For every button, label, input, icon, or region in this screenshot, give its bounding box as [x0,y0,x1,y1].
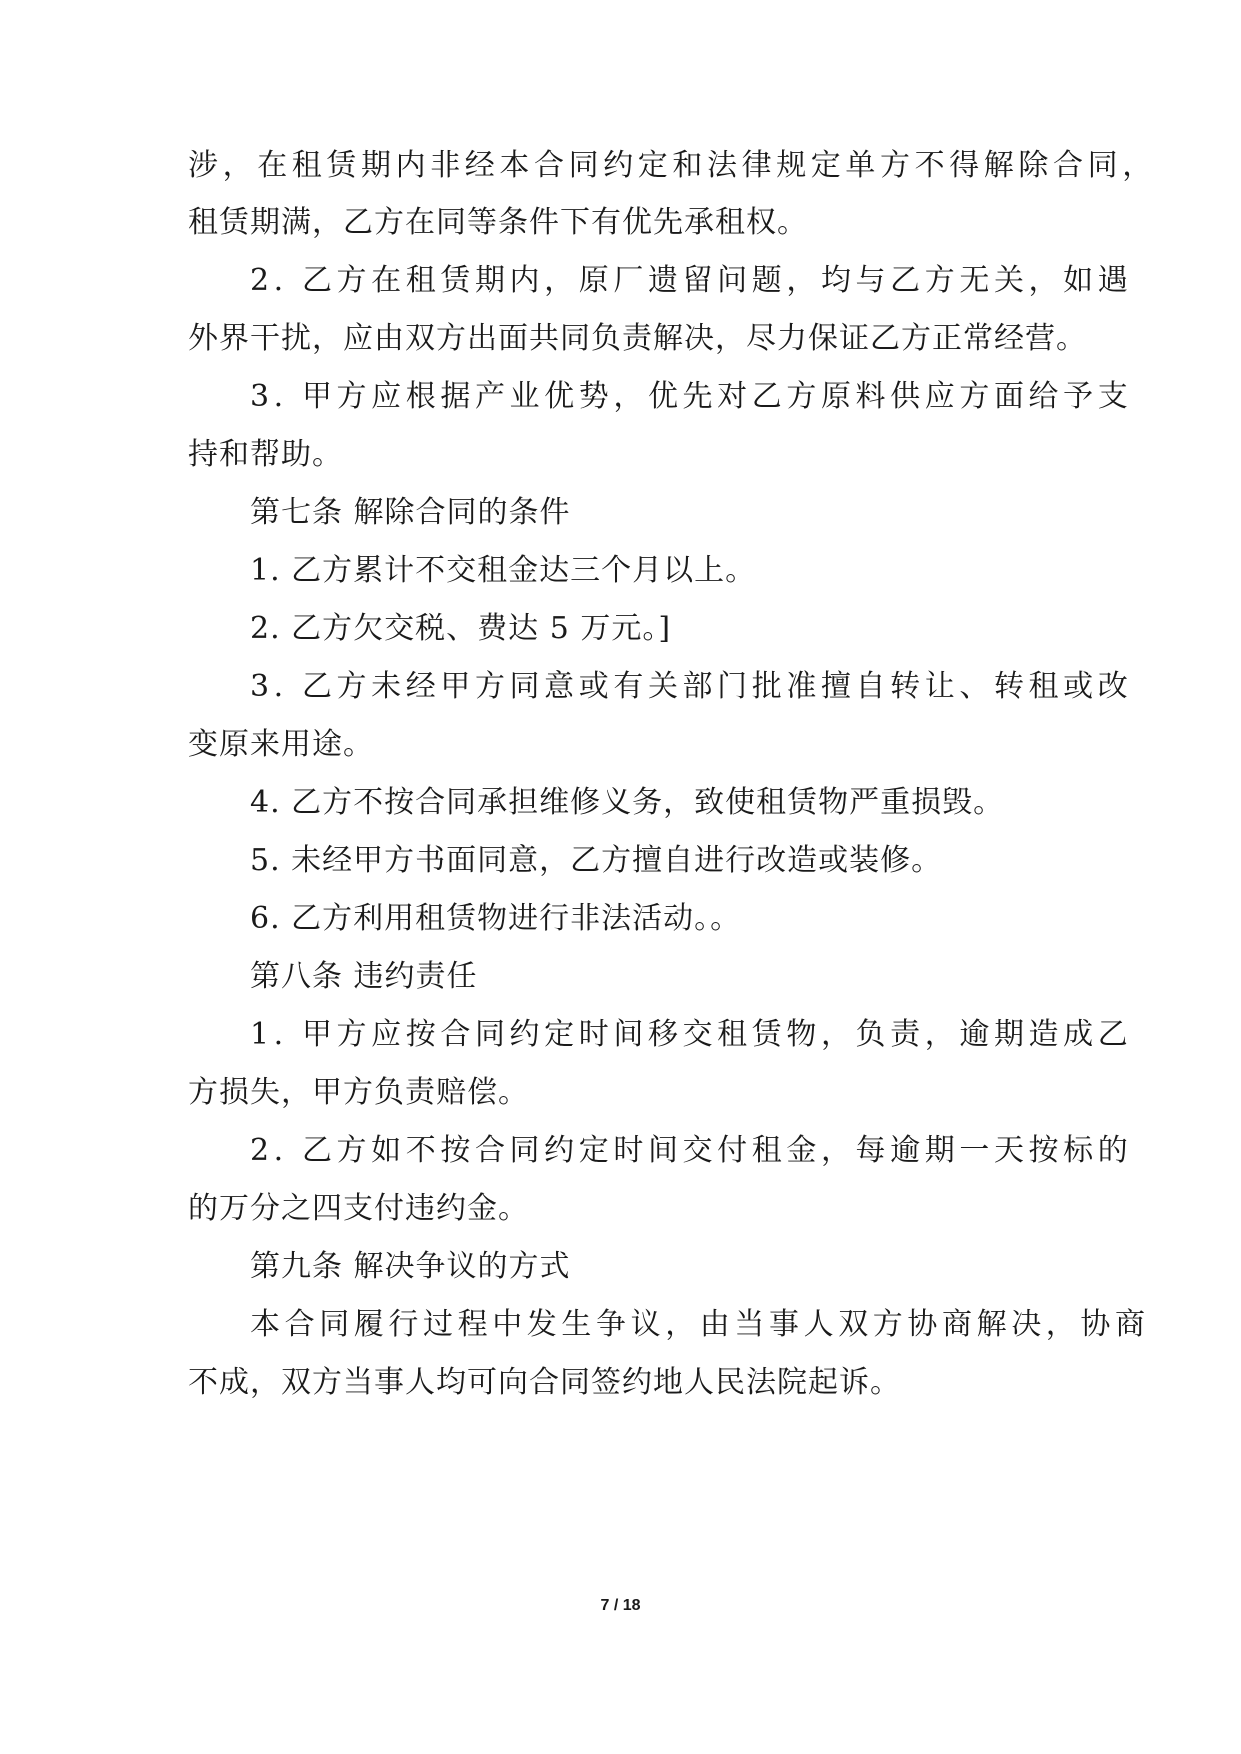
text-line: 涉，在租赁期内非经本合同约定和法律规定单方不得解除合同， [188,148,1157,183]
text-line: 持和帮助。 [188,437,343,472]
text-line: 租赁期满，乙方在同等条件下有优先承租权。 [188,205,808,240]
list-item: 3. 乙方未经甲方同意或有关部门批准擅自转让、转租或改 [250,669,1133,704]
section-heading: 第八条 违约责任 [250,959,478,994]
text-line: 本合同履行过程中发生争议，由当事人双方协商解决，协商 [250,1307,1150,1342]
section-heading: 第九条 解决争议的方式 [250,1249,571,1284]
list-item: 2. 乙方如不按合同约定时间交付租金，每逾期一天按标的 [250,1133,1133,1168]
text-line: 变原来用途。 [188,727,374,762]
list-item: 2. 乙方在租赁期内，原厂遗留问题，均与乙方无关，如遇 [250,263,1133,298]
list-item: 5. 未经甲方书面同意，乙方擅自进行改造或装修。 [250,843,943,878]
list-item: 4. 乙方不按合同承担维修义务，致使租赁物严重损毁。 [250,785,1005,820]
text-line: 不成，双方当事人均可向合同签约地人民法院起诉。 [188,1365,901,1400]
list-item: 6. 乙方利用租赁物进行非法活动。。 [250,901,742,936]
list-item: 3. 甲方应根据产业优势，优先对乙方原料供应方面给予支 [250,379,1133,414]
list-item: 1. 乙方累计不交租金达三个月以上。 [250,553,757,588]
text-line: 外界干扰，应由双方出面共同负责解决，尽力保证乙方正常经营。 [188,321,1087,356]
text-line: 的万分之四支付违约金。 [188,1191,529,1226]
section-heading: 第七条 解除合同的条件 [250,495,571,530]
list-item: 2. 乙方欠交税、费达 5 万元。] [250,611,672,646]
page-number: 7 / 18 [600,1597,641,1614]
text-line: 方损失，甲方负责赔偿。 [188,1075,529,1110]
list-item: 1. 甲方应按合同约定时间移交租赁物，负责，逾期造成乙 [250,1017,1133,1052]
